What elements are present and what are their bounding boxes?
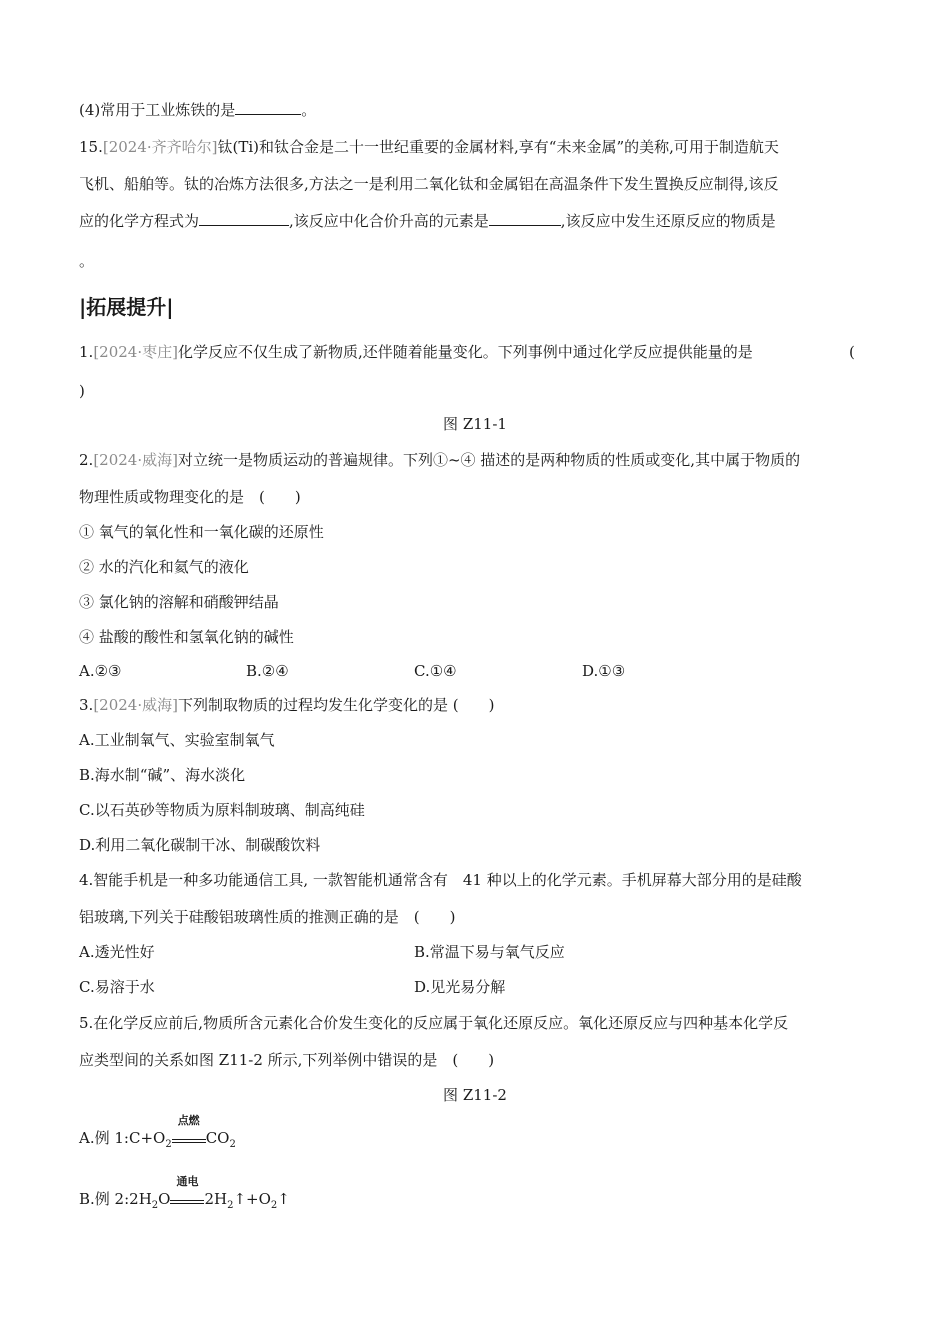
q15-line4: 。 (79, 252, 95, 270)
q14-part4: (4)常用于工业炼铁的是 。 (79, 101, 317, 119)
q1-line1: 1.[2024·枣庄]化学反应不仅生成了新物质,还伴随着能量变化。下列事例中通过化学反应提供能量的是 (79, 343, 753, 361)
question-source: [2024·威海] (93, 451, 178, 469)
answer-blank (199, 210, 289, 226)
q4-option-b: B.常温下易与氧气反应 (414, 943, 565, 961)
q2-item-1: ① 氧气的氧化性和一氧化碳的还原性 (79, 523, 324, 541)
q3-line1: 3.[2024·威海]下列制取物质的过程均发生化学变化的是 ( ) (79, 696, 495, 714)
q2-item-4: ④ 盐酸的酸性和氢氧化钠的碱性 (79, 628, 294, 646)
q2-option-c: C.①④ (414, 662, 457, 680)
double-line-arrow (172, 1139, 206, 1143)
q3-option-d: D.利用二氧化碳制干冰、制碳酸饮料 (79, 836, 321, 854)
q15-line2: 飞机、船舶等。钛的冶炼方法很多,方法之一是利用二氧化钛和金属铝在高温条件下发生置换反应制得,该反 (79, 175, 779, 193)
q5-line2: 应类型间的关系如图 Z11-2 所示,下列举例中错误的是 ( ) (79, 1051, 495, 1069)
answer-blank (235, 99, 301, 115)
q1-paren-close: ) (79, 382, 85, 400)
q14-part4-text: (4)常用于工业炼铁的是 (79, 101, 236, 119)
q2-item-3: ③ 氯化钠的溶解和硝酸钾结晶 (79, 593, 279, 611)
q2-option-d: D.①③ (582, 662, 626, 680)
q3-option-b: B.海水制“碱”、海水淡化 (79, 766, 246, 784)
q5-option-a: A.例 $1:C+O_2$ 点燃 $CO_2$ (79, 1114, 236, 1150)
question-source: [2024·威海] (93, 696, 178, 714)
q4-line1: 4.智能手机是一种多功能通信工具, 一款智能机通常含有 41 种以上的化学元素。手机屏幕大部分用的是硅酸 (79, 871, 802, 889)
section-heading: |拓展提升| (79, 295, 174, 319)
q5-option-b: B.例 $2:2H_2O$ 通电 $2H_2↑+O_2↑$ (79, 1175, 290, 1211)
figure-caption-z11-2: 图 Z11-2 (443, 1086, 507, 1104)
answer-blank (489, 210, 561, 226)
q4-option-d: D.见光易分解 (414, 978, 506, 996)
reaction-condition: 通电 (170, 1192, 204, 1204)
q4-option-a: A.透光性好 (79, 943, 155, 961)
q15-line3: 应的化学方程式为 ,该反应中化合价升高的元素是 ,该反应中发生还原反应的物质是 (79, 212, 776, 230)
q2-line2: 物理性质或物理变化的是 ( ) (79, 488, 301, 506)
question-source: [2024·齐齐哈尔] (102, 138, 218, 156)
q2-line1: 2.[2024·威海]对立统一是物质运动的普遍规律。下列①~④ 描述的是两种物质的性质或变化,其中属于物质的 (79, 451, 801, 469)
double-line-arrow (170, 1200, 204, 1204)
q2-item-2: ② 水的汽化和氦气的液化 (79, 558, 249, 576)
q3-option-a: A.工业制氧气、实验室制氧气 (79, 731, 275, 749)
q3-option-c: C.以石英砂等物质为原料制玻璃、制高纯硅 (79, 801, 365, 819)
figure-caption-z11-1: 图 Z11-1 (443, 415, 507, 433)
q5-line1: 5.在化学反应前后,物质所含元素化合价发生变化的反应属于氧化还原反应。氧化还原反应与四种基本化学反 (79, 1014, 789, 1032)
q15-line1: 15.[2024·齐齐哈尔]钛(Ti)和钛合金是二十一世纪重要的金属材料,享有“未来金属”的美称,可用于制造航天 (79, 138, 779, 156)
question-source: [2024·枣庄] (93, 343, 178, 361)
q1-paren-open: ( (849, 343, 855, 361)
reaction-condition: 点燃 (172, 1131, 206, 1143)
q4-line2: 铝玻璃,下列关于硅酸铝玻璃性质的推测正确的是 ( ) (79, 908, 456, 926)
q4-option-c: C.易溶于水 (79, 978, 155, 996)
q2-option-b: B.②④ (246, 662, 289, 680)
q2-option-a: A.②③ (79, 662, 122, 680)
